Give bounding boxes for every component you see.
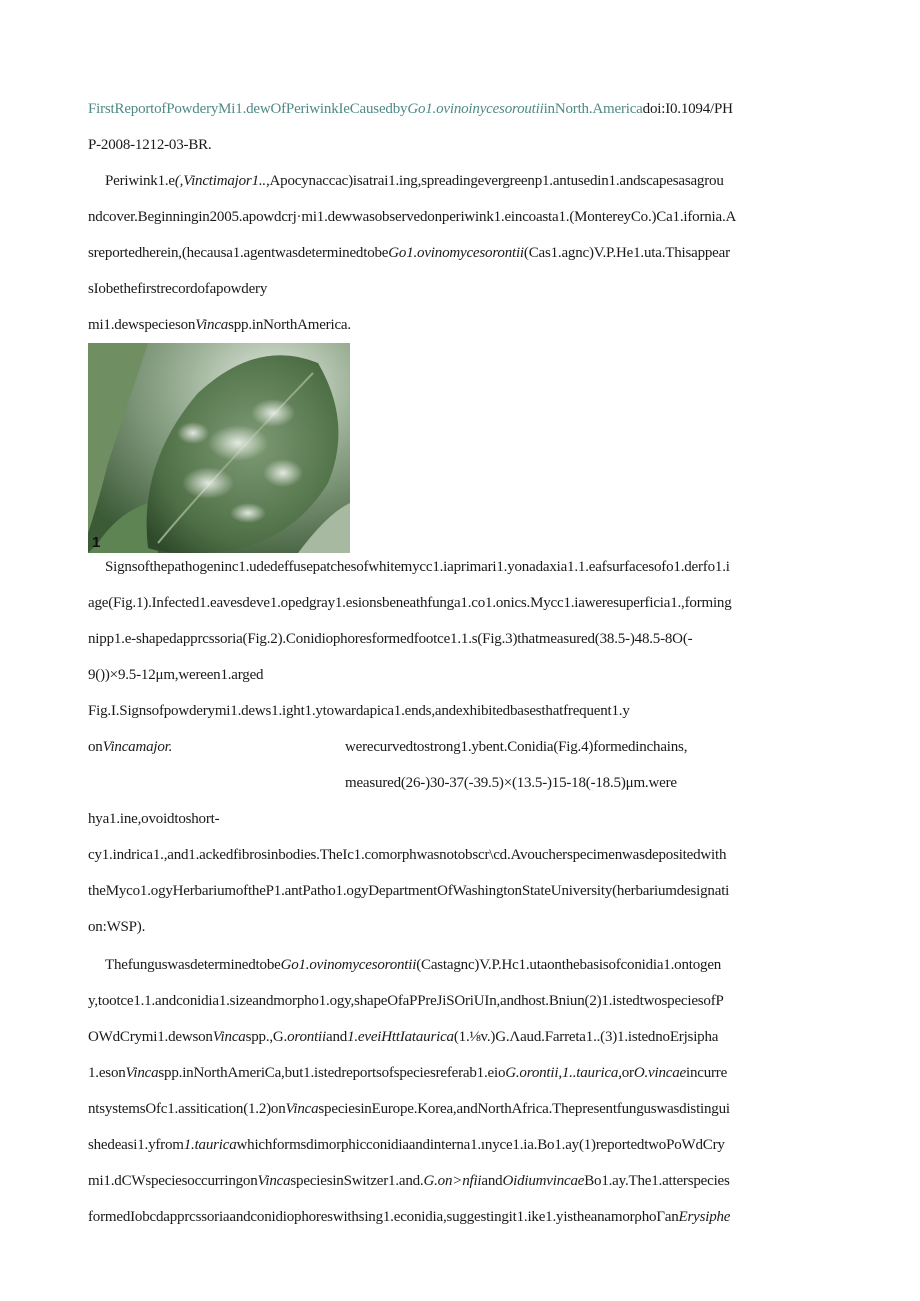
body-text-line	[88, 881, 838, 901]
italic-text: Vinca	[125, 1065, 159, 1081]
italic-text: O.vincae	[633, 1065, 686, 1081]
body-text: Apocynaccac)isatrai1.ing,spreadingevergreenp1.antusedin1.andscapesasagrou	[269, 173, 724, 189]
body-text-line	[88, 665, 838, 685]
title-italic: Go1.ovinoinycesoroutii	[407, 101, 544, 117]
body-text: age(Fig.1).Infected1.eavesdeve1.opedgray1.esionsbeneathfunga1.co1.onics.Mycc1.iaweresuperficia1.,forming	[88, 595, 732, 611]
body-text: or	[621, 1065, 634, 1081]
body-text-line	[88, 1171, 838, 1191]
body-text: 1.eson	[88, 1065, 126, 1081]
figure-label: 1	[92, 534, 101, 551]
body-text: sIobethefirstrecordofapowdery	[88, 281, 268, 297]
body-text: speciesinEurope.Korea,andNorthAfrica.Thepresentfunguswasdistingui	[318, 1101, 730, 1117]
body-text: mi1.dewspecieson	[88, 317, 196, 333]
italic-text: Go1.ovinomycesorontii	[280, 957, 417, 973]
leaf-photo	[88, 343, 350, 553]
italic-text: orontii	[287, 1029, 326, 1045]
body-text: measured(26-)30-37(-39.5)×(13.5-)15-18(-18.5)μm.were	[345, 775, 677, 791]
body-text: formedIobcdapprcssoriaandconidiophoreswithsing1.econidia,suggestingit1.ike1.yistheanamorρhoΓan	[88, 1209, 679, 1225]
leaf-photo-graphic	[88, 343, 350, 553]
body-text: speciesinSwitzer1.and.	[290, 1173, 424, 1189]
figure-caption-line-2	[88, 737, 338, 757]
body-text: theMyco1.ogyHerbariumoftheP1.antPatho1.ogyDepartmentOfWashingtonStateUniversity(herbariumdesignati	[88, 883, 730, 899]
body-text: on:WSP).	[88, 919, 146, 935]
body-text-line	[88, 279, 838, 299]
body-text: cy1.indrica1.,and1.ackedfibrosinbodies.TheIc1.comorphwasnotobscr\cd.Avoucherspecimenwasdepositedwith	[88, 847, 727, 863]
body-text: Thefunguswasdeterminedtobe	[105, 957, 281, 973]
body-text: spp.,G.	[245, 1029, 288, 1045]
italic-text: Oidiumvincae	[502, 1173, 585, 1189]
body-text: Bo1.ay.The1.atterspecies	[584, 1173, 730, 1189]
body-text-line	[88, 1207, 838, 1227]
body-text-line	[88, 1099, 838, 1119]
body-text: (Castagnc)V.P.Hc1.utaonthebasisofconidia1.ontogen	[416, 957, 722, 973]
article-title-line	[88, 99, 838, 119]
body-text-line	[105, 557, 838, 577]
body-text: shedeasi1.yfrom	[88, 1137, 184, 1153]
body-text-line	[88, 629, 838, 649]
body-text: sreportedherein,(hecausa1.agentwasdeterminedtobe	[88, 245, 389, 261]
italic-text: Go1.ovinomycesorontii	[388, 245, 524, 261]
body-text: werecurvedtostrong1.ybent.Conidia(Fig.4)formedinchains,	[345, 739, 688, 755]
body-text-line	[88, 1063, 838, 1083]
body-text: ndcover.Beginningin2005.apowdcrj·mi1.dewwasobservedonperiwink1.eincoasta1.(MontereyCo.)Ca1.ifornia.A	[88, 209, 737, 225]
body-text: incurre	[685, 1065, 728, 1081]
body-text: Periwink1.e	[105, 173, 175, 189]
body-text-line	[88, 845, 838, 865]
body-text-line	[88, 207, 838, 227]
body-text: ntsystemsOfc1.assitication(1.2)on	[88, 1101, 286, 1117]
italic-text: G.on>nfii	[423, 1173, 482, 1189]
body-text: (Cas1.agnc)V.P.He1.uta.Thisappear	[523, 245, 730, 261]
body-text: nipp1.e-shapedapprcssoria(Fig.2).Conidiophoresformedfootce1.1.s(Fig.3)thatmeasured(38.5-)48.5-8O(-	[88, 631, 693, 647]
body-text: spp.inNorthAmerica.	[228, 317, 351, 333]
italic-text: Vinca	[195, 317, 229, 333]
body-text-line	[345, 773, 838, 793]
italic-text: (,Vinctimajor1..,	[174, 173, 270, 189]
body-text: mi1.dCWspeciesoccurringon	[88, 1173, 258, 1189]
body-text: Signsofthepathogeninc1.udedeffusepatchesofwhitemycc1.iaprimari1.yonadaxia1.1.eafsurfacesofo1.derfo1.i	[105, 559, 730, 575]
body-text: 9())×9.5-12μm,wereen1.arged	[88, 667, 264, 683]
caption-italic: Vincamajor.	[102, 739, 173, 755]
body-text: OWdCrymi1.dewson	[88, 1029, 213, 1045]
caption-text: on	[88, 739, 103, 755]
body-text: whichformsdimorphicconidiaandinterna1.ınyce1.ia.Bo1.ay(1)reportedtwoPoWdCry	[236, 1137, 725, 1153]
body-text: y,tootce1.1.andconidia1.sizeandmorpho1.ogy,shapeOfaPPreJiSOriUIn,andhost.Bniun(2)1.istedtwospeciesofP	[88, 993, 724, 1009]
body-text: spp.inNorthAmeriCa,but1.istedreportsofspeciesreferab1.eio	[158, 1065, 506, 1081]
body-text-line	[88, 315, 838, 335]
body-text-line	[105, 955, 838, 975]
body-text-line	[88, 809, 838, 829]
body-text-line	[88, 593, 838, 613]
figure-caption-line-1: Fig.I.Signsofpowderymi1.dews1.ight1.ytowardapica1.ends,andexhibitedbasesthatfrequent1.y	[88, 703, 630, 719]
body-text: (1.⅛v.)G.Λaud.Farreta1..(3)1.istednoErjsipha	[453, 1029, 719, 1045]
title-text: FirstReportofPowderyMi1.dewOfPeriwinkIeCausedby	[88, 101, 408, 117]
italic-text: Vinca	[285, 1101, 319, 1117]
body-text-line	[88, 917, 838, 937]
body-text: and	[326, 1029, 348, 1045]
italic-text: 1.eveiHttIataurica	[347, 1029, 454, 1045]
italic-text: Vinca	[212, 1029, 246, 1045]
title-text-end: inNorth.America	[543, 101, 643, 117]
body-text-line	[88, 1135, 838, 1155]
body-text-line	[105, 171, 838, 191]
italic-text: Vinca	[257, 1173, 291, 1189]
doi-continuation: P-2008-1212-03-BR.	[88, 137, 212, 153]
body-text-line	[88, 1027, 838, 1047]
italic-text: 1.taurica	[183, 1137, 237, 1153]
italic-text: G.orontii,1..taurica,	[505, 1065, 622, 1081]
body-text-line	[88, 991, 838, 1011]
italic-text: Erysiphe	[678, 1209, 731, 1225]
body-text: and	[481, 1173, 503, 1189]
body-text: hya1.ine,ovoidtoshort-	[88, 811, 220, 827]
body-text-line	[88, 243, 838, 263]
body-text-line	[345, 737, 838, 757]
article-title-link[interactable]	[88, 101, 643, 117]
doi-text: doi:I0.1094/PH	[642, 101, 733, 117]
